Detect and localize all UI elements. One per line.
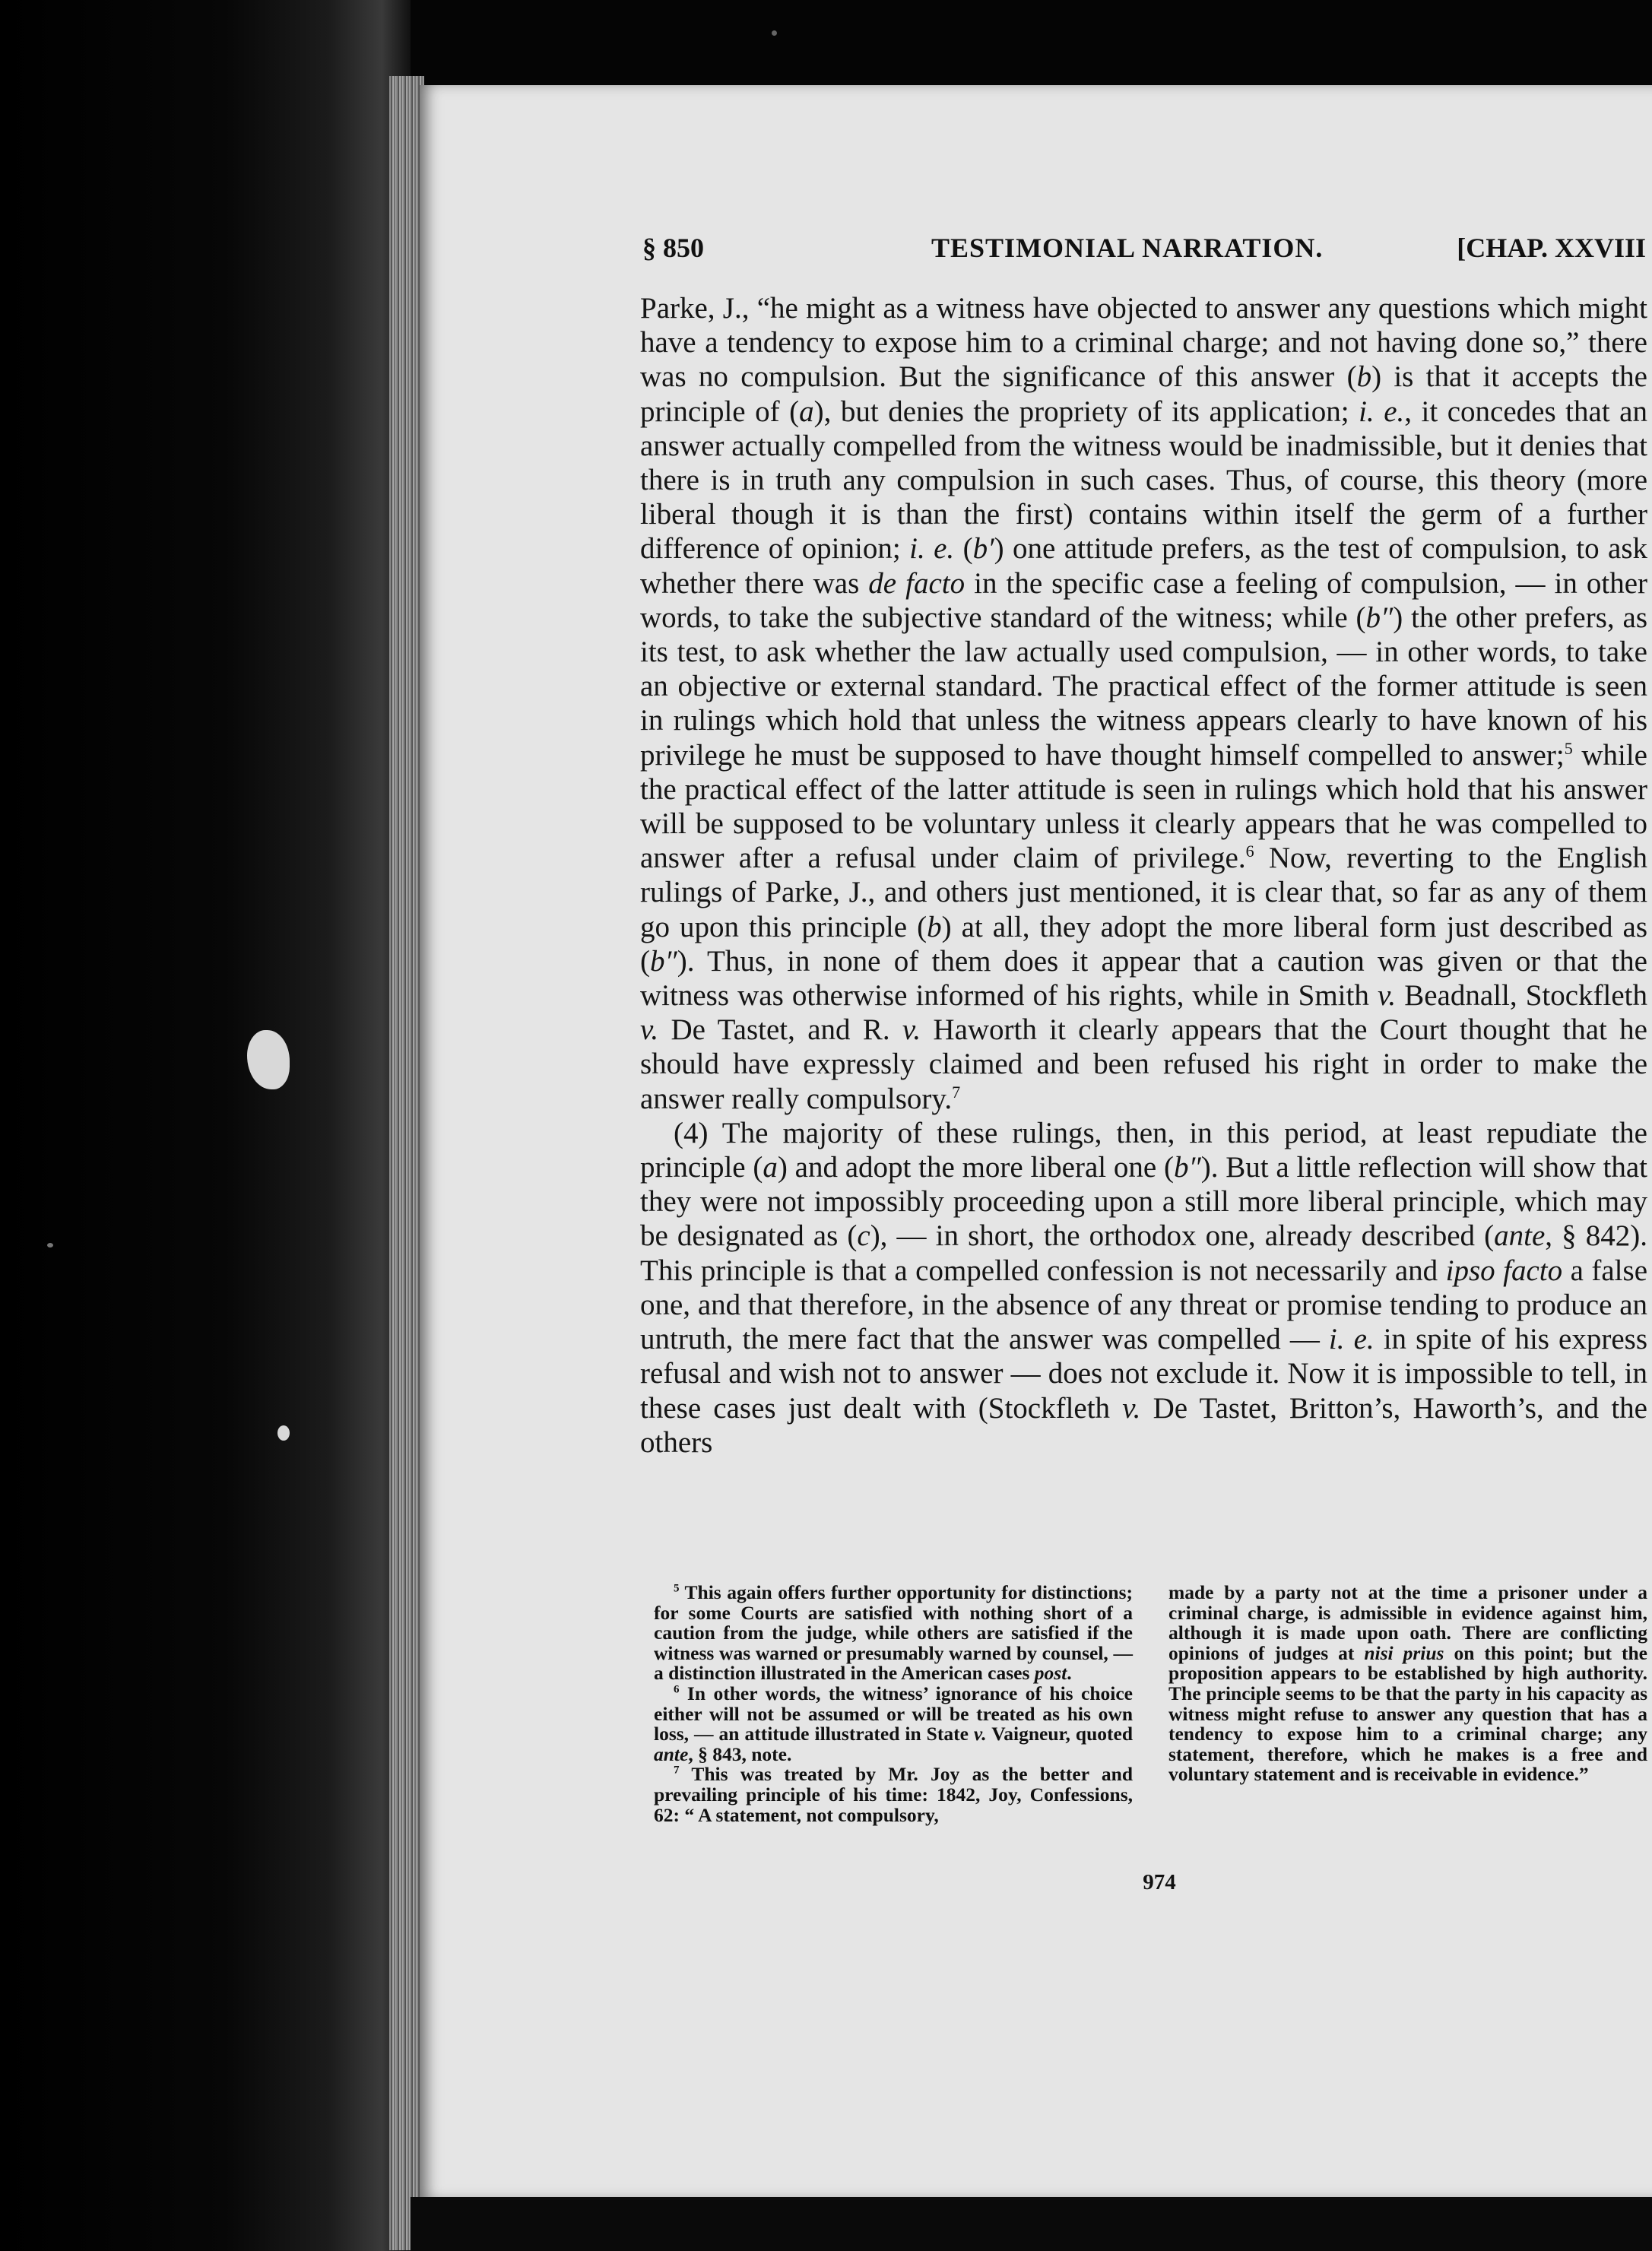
footnote-marker: 5 <box>674 1582 680 1595</box>
scan-speck <box>772 30 777 36</box>
scan-bottom-border <box>411 2197 1652 2251</box>
footnote-marker: 6 <box>674 1683 680 1696</box>
body-paragraph: (4) The majority of these rulings, then, in this period, at least repudiate the principle (a) and adopt the more liberal one (b″). But a little reflection will show that they were not impossibly proceeding upon a still more liberal principle, which may be designated as (c), — in short, the orthodox one, already described (ante, § 842). This principle is that a compelled confession is not necessarily and ipso facto a false one, and that therefore, in the absence of any threat or promise tending to produce an untruth, the mere fact that the answer was compelled — i. e. in spite of his express refusal and wish not to answer — does not exclude it. Now it is impossible to tell, in these cases just dealt with (Stockfleth v. De Tastet, Britton’s, Haworth’s, and the others <box>640 1116 1648 1459</box>
footnote-ref: 5 <box>1564 738 1573 758</box>
footnote: $^7$ This was treated by Mr. Joy as the better and prevailing principle of his time: 1842, Joy, Confessions, 62: “ A statement, not compulsory, <box>654 1763 1133 1826</box>
scan-speck <box>277 1425 290 1441</box>
book-spine-shadow <box>0 0 411 2251</box>
page-number: 974 <box>1143 1870 1176 1894</box>
footnote: $^5$ This again offers further opportunity for distinctions; for some Courts are satisfied with nothing short of a caution from the judge, while others are satisfied if the witness was warned or presumably warned by counsel, — a distinction illustrated in the American cases post. <box>654 1581 1133 1685</box>
chapter-label: [CHAP. XXVIII <box>1457 233 1646 263</box>
body-text <box>640 291 1647 1460</box>
footnote-marker: 7 <box>674 1764 680 1777</box>
footnote-ref: 7 <box>952 1082 961 1102</box>
section-number: § 850 <box>642 233 704 263</box>
footnote-column-left <box>654 1583 1133 1825</box>
footnote-column-right <box>1168 1583 1647 1785</box>
running-title: TESTIMONIAL NARRATION. <box>931 233 1324 263</box>
footnotes <box>654 1583 1650 1864</box>
footnote-continuation: made by a party not at the time a prisoner under a criminal charge, is admissible in evidence against him, although it is made upon oath. There are conflicting opinions of judges at nisi prius on this point; but the proposition appears to be established by high authority. The principle seems to be that the party in his capacity as witness might refuse to answer any question that has a tendency to expose him to a criminal charge; any statement, therefore, which he makes is a free and voluntary statement and is receivable in evidence.” <box>1168 1581 1647 1786</box>
scan-speck <box>47 1243 53 1248</box>
footnote: $^6$ In other words, the witness’ ignorance of his choice either will not be assumed or will be treated as his own loss, — an attitude illustrated in State v. Vaigneur, quoted ante, § 843, note. <box>654 1682 1133 1765</box>
footnote-ref: 6 <box>1245 842 1254 861</box>
body-paragraph: Parke, J., “he might as a witness have objected to answer any questions which might have a tendency to expose him to a criminal charge; and not having done so,” there was no compulsion. But the significance of this answer (b) is that it accepts the principle of (a), but denies the propriety of its application; i. e., it concedes that an answer actually compelled from the witness would be inadmissible, but it denies that there is in truth any compulsion in such cases. Thus, of course, this theory (more liberal though it is than the first) contains within itself the germ of a further difference of opinion; i. e. (b′) one attitude prefers, as the test of compulsion, to ask whether there was de facto in the specific case a feeling of compulsion, — in other words, to take the subjective standard of the witness; while (b″) the other prefers, as its test, to ask whether the law actually used compulsion, — in other words, to take an objective or external standard. The practical effect of the former attitude is seen in rulings which hold that unless the witness appears clearly to have known of his privilege he must be supposed to have thought himself compelled to answer;$^5$ while the practical effect of the latter attitude is seen in rulings which hold that his answer will be supposed to be voluntary unless it clearly appears that he was compelled to answer after a refusal under claim of privilege.$^6$ Now, reverting to the English rulings of Parke, J., and others just mentioned, it is clear that, so far as any of them go upon this principle (b) at all, they adopt the more liberal form just described as (b″). Thus, in none of them does it appear that a caution was given or that the witness was otherwise informed of his rights, while in Smith v. Beadnall, Stockfleth v. De Tastet, and R. v. Haworth it clearly appears that the Court thought that he should have expressly claimed and been refused his right in order to make the answer really compulsory.$^7$ <box>640 292 1648 1115</box>
running-head <box>642 232 1646 277</box>
